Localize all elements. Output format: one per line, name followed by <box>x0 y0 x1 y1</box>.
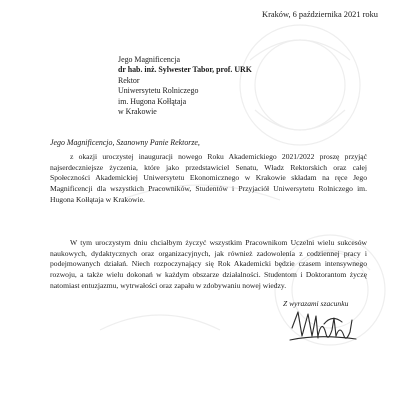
closing-line: Z wyrazami szacunku <box>283 299 349 308</box>
letter-date: Kraków, 6 października 2021 roku <box>262 10 378 19</box>
recipient-institution-name: im. Hugona Kołłątaja <box>118 96 187 106</box>
recipient-institution: Uniwersytetu Rolniczego <box>118 86 199 96</box>
handwritten-signature-icon <box>288 306 360 346</box>
recipient-title: Jego Magnificencja <box>118 55 181 64</box>
recipient-name: dr hab. inż. Sylwester Tabor, prof. URK <box>118 65 252 75</box>
body-paragraph-2 <box>50 238 367 292</box>
body-paragraph-1 <box>50 152 367 206</box>
salutation: Jego Magnificencjo, Szanowny Panie Rektorze, <box>50 138 200 147</box>
paragraph-text: W tym uroczystym dniu chciałbym życzyć wszystkim Pracownikom Uczelni wielu sukcesów naukowych, dydaktycznych oraz organizacyjnych, jak również zadowolenia z codziennej pracy i podejmowanych działań. Niech rozpoczynający się Rok Akademicki będzie czasem intensywnego rozwoju, a także wielu dokonań w każdym obszarze działalności. Studentom i Doktorantom życzę natomiast entuzjazmu, wytrwałości oraz zapału w zdobywaniu nowej wiedzy. <box>50 238 367 290</box>
recipient-city: w Krakowie <box>118 107 157 117</box>
paragraph-text: z okazji uroczystej inauguracji nowego Roku Akademickiego 2021/2022 proszę przyjąć najserdeczniejsze życzenia, które jako przedstawiciel Senatu, Władz Rektorskich oraz całej Społeczności Akademickiej Uniwersytetu Ekonomicznego w Krakowie składam na ręce Jego Magnificencji dla wszystkich Pracowników, Studentów i Przyjaciół Uniwersytetu Rolniczego im. Hugona Kołłątaja w Krakowie. <box>50 152 367 204</box>
recipient-role: Rektor <box>118 75 140 85</box>
recipient-block <box>118 55 252 117</box>
